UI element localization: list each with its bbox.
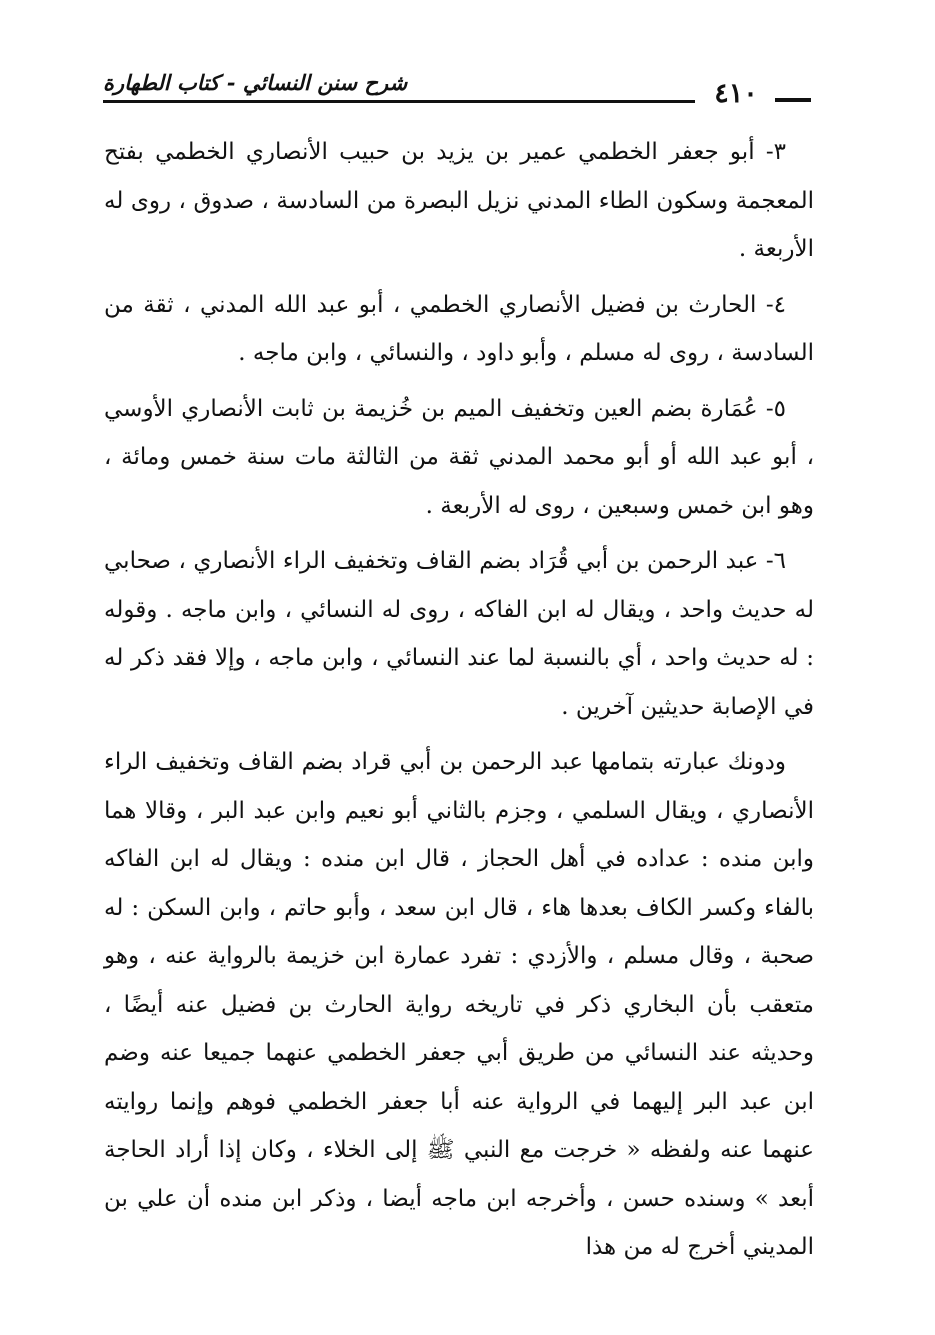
running-header (103, 68, 811, 108)
narrator-entry-6: ٦- عبد الرحمن بن أبي قُرَاد بضم القاف وتخفيف الراء الأنصاري ، صحابي له حديث واحد ، ويقال له ابن الفاكه ، روى له النسائي ، وابن ماجه . وقوله : له حديث واحد ، أي بالنسبة لما عند النسائي ، وابن ماجه ، وإلا فقد ذكر له في الإصابة حديثين آخرين . (104, 548, 814, 720)
narrator-entry-5: ٥- عُمَارة بضم العين وتخفيف الميم بن خُزيمة بن ثابت الأنصاري الأوسي ، أبو عبد الله أو أبو محمد المدني ثقة من الثالثة مات سنة خمس ومائة ، وهو ابن خمس وسبعين ، روى له الأربعة . (104, 395, 814, 519)
commentary-paragraph: ودونك عبارته بتمامها عبد الرحمن بن أبي قراد بضم القاف وتخفيف الراء الأنصاري ، ويقال السلمي ، وجزم بالثاني أبو نعيم وابن عبد البر ، وقالا هما وابن منده : عداده في أهل الحجاز ، قال ابن منده : ويقال له ابن الفاكه بالفاء وكسر الكاف بعدها هاء ، قال ابن سعد ، وأبو حاتم ، وابن السكن : له صحبة ، وقال مسلم ، والأزدي : تفرد عمارة ابن خزيمة بالرواية عنه ، وهو متعقب بأن البخاري ذكر في تاريخه رواية الحارث بن فضيل عنه أيضًا ، وحديثه عند النسائي من طريق أبي جعفر الخطمي عنهما جميعا عنه وضم ابن عبد البر إليهما في الرواية عنه أبا جعفر الخطمي فوهم وإنما روايته عنهما عنه ولفظه « خرجت مع النبي ﷺ إلى الخلاء ، وكان إذا أراد الحاجة أبعد » وسنده حسن ، وأخرجه ابن ماجه أيضا ، وذكر ابن منده أن علي بن المديني أخرج له من هذا (104, 749, 814, 1260)
page-number: ٤١٠ (714, 78, 758, 109)
page-number-dash (775, 98, 811, 102)
header-title: شرح سنن النسائي - كتاب الطهارة (103, 70, 408, 95)
narrator-entry-4: ٤- الحارث بن فضيل الأنصاري الخطمي ، أبو عبد الله المدني ، ثقة من السادسة ، روى له مسلم ، وأبو داود ، والنسائي ، وابن ماجه . (104, 291, 814, 366)
narrator-entry-3: ٣- أبو جعفر الخطمي عمير بن يزيد بن حبيب الأنصاري الخطمي بفتح المعجمة وسكون الطاء المدني نزيل البصرة من السادسة ، صدوق ، روى له الأربعة . (104, 139, 814, 262)
header-rule (103, 100, 695, 103)
page-body (104, 128, 814, 1279)
